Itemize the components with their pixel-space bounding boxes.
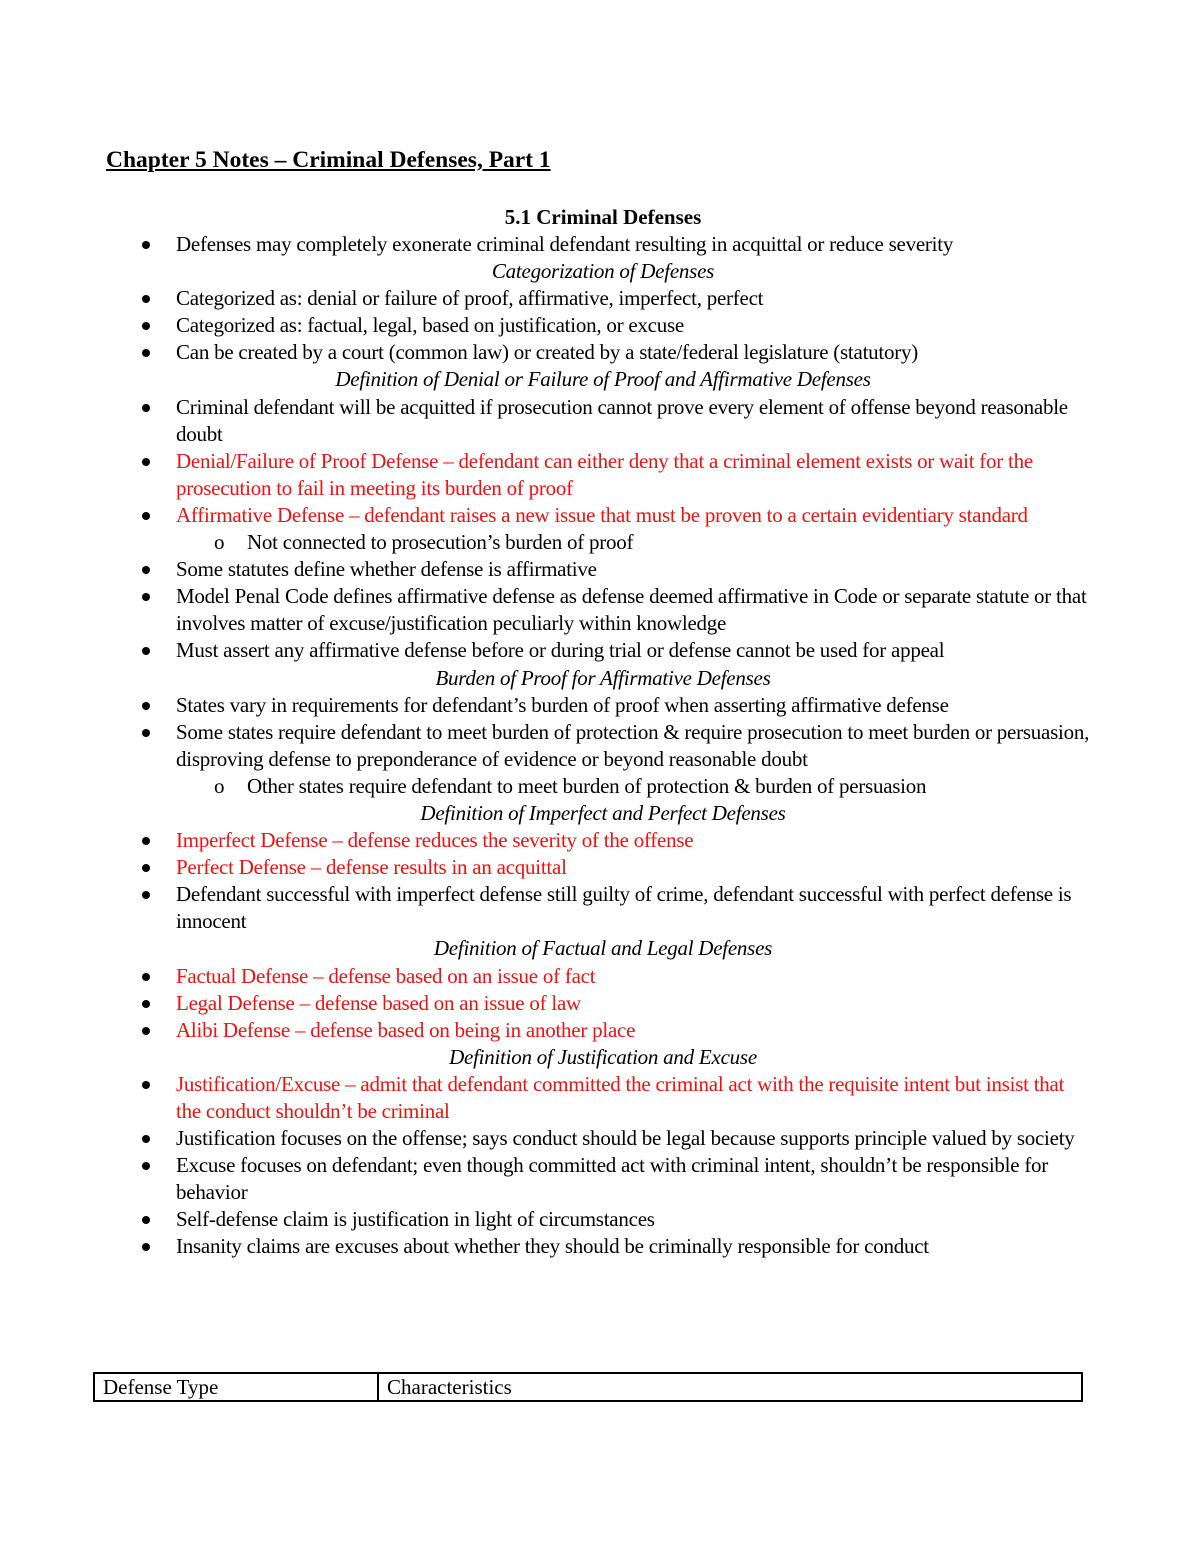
list-item [106, 1071, 1100, 1125]
list-item-text: Excuse focuses on defendant; even though committed act with criminal intent, shouldn’t be responsible for behavior [176, 1153, 1049, 1205]
bullet-icon [142, 837, 150, 845]
bullet-icon [142, 458, 150, 466]
bullet-icon [142, 1216, 150, 1224]
list-item [106, 990, 1100, 1017]
document-title: Chapter 5 Notes – Criminal Defenses, Part 1 [106, 147, 551, 173]
list-item-text: Legal Defense – defense based on an issue of law [176, 990, 581, 1015]
defense-table [93, 1372, 1083, 1402]
list-item [106, 719, 1100, 773]
sub-list-item-text: Not connected to prosecution’s burden of proof [247, 530, 634, 555]
list-item [106, 963, 1100, 990]
bullet-icon [142, 1081, 150, 1089]
list-item-text: Can be created by a court (common law) or created by a state/federal legislature (statutory) [176, 340, 918, 365]
bullet-icon [142, 404, 150, 412]
hollow-bullet-icon: o [214, 773, 225, 798]
table-header-defense-type: Defense Type [94, 1373, 378, 1401]
list-item-text: Defenses may completely exonerate criminal defendant resulting in acquittal or reduce severity [176, 232, 954, 256]
list-item [106, 1125, 1100, 1152]
table-header-row [94, 1373, 1082, 1401]
list-item-text: Model Penal Code defines affirmative defense as defense deemed affirmative in Code or separate statute or that involves matter of excuse/justification peculiarly within knowledge [176, 584, 1087, 636]
list-item [106, 692, 1100, 719]
subsection-heading: Definition of Factual and Legal Defenses [433, 936, 773, 961]
bullet-icon [142, 973, 150, 981]
list-item [106, 637, 1100, 664]
bullet-icon [142, 1027, 150, 1035]
bullet-icon [142, 864, 150, 872]
list-item-text: Must assert any affirmative defense before or during trial or defense cannot be used for appeal [176, 638, 945, 663]
list-item-text: Categorized as: factual, legal, based on justification, or excuse [176, 313, 684, 338]
list-item [106, 1233, 1100, 1260]
list-item-text: Criminal defendant will be acquitted if prosecution cannot prove every element of offense beyond reasonable doubt [176, 394, 1068, 446]
list-item [106, 827, 1100, 854]
list-item [106, 394, 1100, 448]
bullet-icon [142, 1000, 150, 1008]
subsection-heading: Definition of Justification and Excuse [449, 1044, 757, 1069]
hollow-bullet-icon: o [214, 530, 225, 555]
table-header-characteristics: Characteristics [378, 1373, 1082, 1401]
list-item [106, 854, 1100, 881]
list-item-text: States vary in requirements for defendant’s burden of proof when asserting affirmative defense [176, 692, 949, 717]
bullet-icon [142, 702, 150, 710]
subsection-heading: Categorization of Defenses [491, 259, 715, 284]
bullet-icon [142, 295, 150, 303]
notes-list [106, 231, 1100, 1261]
bullet-icon [142, 593, 150, 601]
list-item [106, 285, 1100, 312]
bullet-icon [142, 1162, 150, 1170]
bullet-icon [142, 891, 150, 899]
bullet-icon [142, 566, 150, 574]
list-item [106, 448, 1100, 502]
list-item-text: Self-defense claim is justification in light of circumstances [176, 1207, 655, 1232]
list-item-text: Insanity claims are excuses about whether they should be criminally responsible for conduct [176, 1234, 929, 1259]
list-item-text: Some statutes define whether defense is affirmative [176, 557, 597, 582]
sub-list-item [106, 773, 1100, 800]
list-item-text: Imperfect Defense – defense reduces the severity of the offense [176, 828, 694, 853]
list-item-text: Perfect Defense – defense results in an acquittal [176, 855, 567, 880]
list-item [106, 881, 1100, 935]
list-item-text: Justification focuses on the offense; says conduct should be legal because supports principle valued by society [176, 1126, 1075, 1151]
section-heading: 5.1 Criminal Defenses [504, 205, 702, 229]
sub-list-item [106, 529, 1100, 556]
bullet-icon [142, 322, 150, 330]
list-item-text: Justification/Excuse – admit that defendant committed the criminal act with the requisite intent but insist that the conduct shouldn’t be criminal [176, 1071, 1065, 1123]
list-item [106, 502, 1100, 529]
list-item [106, 583, 1100, 637]
list-item-text: Affirmative Defense – defendant raises a new issue that must be proven to a certain evidentiary standard [176, 502, 1028, 527]
bullet-icon [142, 241, 150, 249]
list-item-text: Categorized as: denial or failure of proof, affirmative, imperfect, perfect [176, 286, 764, 311]
subsection-heading: Definition of Denial or Failure of Proof and Affirmative Defenses [335, 367, 871, 392]
list-item-text: Alibi Defense – defense based on being in another place [176, 1017, 636, 1042]
bullet-icon [142, 1135, 150, 1143]
list-item [106, 339, 1100, 366]
bullet-icon [142, 512, 150, 520]
list-item [106, 1152, 1100, 1206]
sub-list-item-text: Other states require defendant to meet burden of protection & burden of persuasion [247, 773, 927, 798]
bullet-icon [142, 1243, 150, 1251]
list-item-text: Some states require defendant to meet burden of protection & require prosecution to meet burden or persuasion, disproving defense to preponderance of evidence or beyond reasonable doubt [176, 719, 1090, 771]
list-item-text: Factual Defense – defense based on an issue of fact [176, 963, 596, 988]
subsection-heading: Burden of Proof for Affirmative Defenses [435, 665, 771, 690]
list-item [106, 312, 1100, 339]
list-item [106, 1206, 1100, 1233]
list-item [106, 231, 1100, 258]
bullet-icon [142, 647, 150, 655]
subsection-heading: Definition of Imperfect and Perfect Defenses [420, 800, 786, 825]
list-item [106, 556, 1100, 583]
bullet-icon [142, 349, 150, 357]
bullet-icon [142, 729, 150, 737]
list-item [106, 1017, 1100, 1044]
list-item-text: Denial/Failure of Proof Defense – defendant can either deny that a criminal element exists or wait for the prosecution to fail in meeting its burden of proof [176, 448, 1033, 500]
list-item-text: Defendant successful with imperfect defense still guilty of crime, defendant successful with perfect defense is innocent [176, 882, 1072, 934]
